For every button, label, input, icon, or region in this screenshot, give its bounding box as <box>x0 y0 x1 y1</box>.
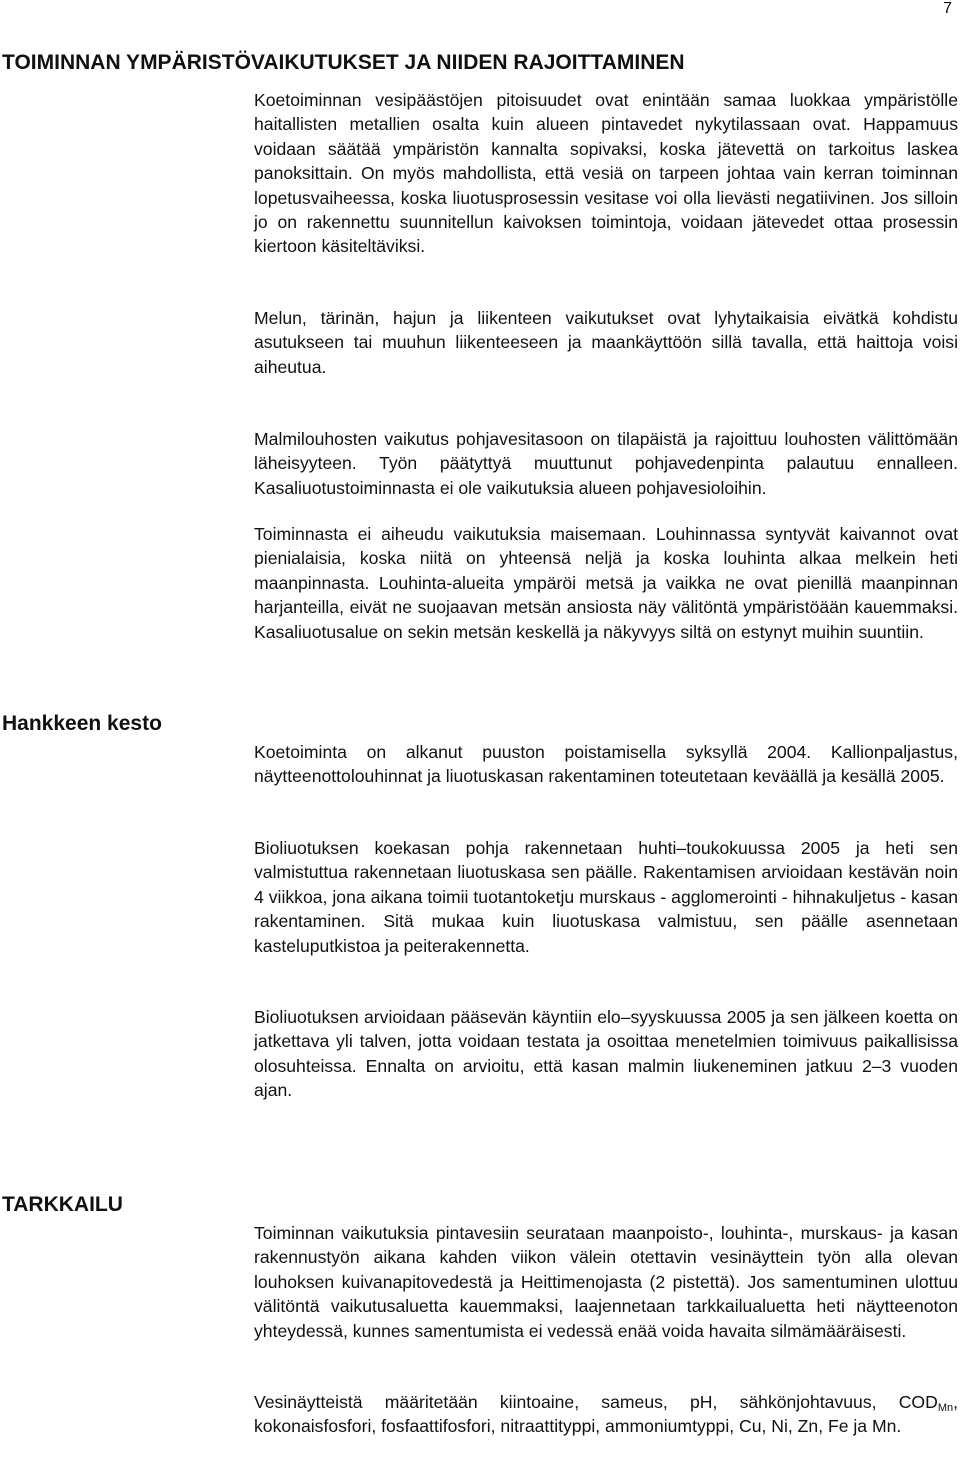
monitoring-paragraph-analyses <box>254 1390 958 1439</box>
impacts-paragraph-landscape: Toiminnasta ei aiheudu vaikutuksia maisemaan. Louhinnassa syntyvät kaivannot ovat pienialaisia, koska niitä on yhteensä neljä ja koska louhinta alkaa melkein heti maanpinnasta. Louhinta-alueita ympäröi metsä ja vaikka ne ovat pienillä maanpinnan harjanteilla, eivät ne suojaavan metsän ansiosta näy välitöntä ympäristöään kauemmaksi. Kasaliuotusalue on sekin metsän keskellä ja näkyvyys siltä on estynyt muihin suuntiin. <box>254 524 958 642</box>
monitoring-paragraph-surface-water: Toiminnan vaikutuksia pintavesiin seurataan maanpoisto-, louhinta-, murskaus- ja kasan rakennustyön aikana kahden viikon välein otettavin vesinäyttein työn alla olevan louhoksen kuivanapitovedestä ja Heittimenojasta (2 pistettä). Jos samentuminen ulottuu välitöntä vaikutusaluetta kauemmaksi, laajennetaan tarkkailualuetta heti näytteenoton yhteydessä, kunnes samentumista ei vedessä enää voida havaita silmämääräisesti. <box>254 1223 958 1341</box>
analyses-text-start: Vesinäytteistä määritetään kiintoaine, sameus, pH, sähkönjohtavuus, COD <box>254 1392 938 1412</box>
impacts-paragraph-groundwater: Malmilouhosten vaikutus pohjavesitasoon on tilapäistä ja rajoittuu louhosten välittömään läheisyyteen. Työn päätyttyä muuttunut pohjavedenpinta palautuu ennalleen. Kasaliuotustoiminnasta ei ole vaikutuksia alueen pohjavesioloihin. <box>254 429 958 498</box>
page-number: 7 <box>943 0 952 17</box>
impacts-paragraph-noise: Melun, tärinän, hajun ja liikenteen vaikutukset ovat lyhytaikaisia eivätkä kohdistu asutukseen tai muuhun liikenteeseen ja maankäyttöön sillä tavalla, että haittoja voisi aiheutua. <box>254 308 958 377</box>
impacts-paragraph-water: Koetoiminnan vesipäästöjen pitoisuudet ovat enintään samaa luokkaa ympäristölle haitallisten metallien osalta kuin alueen pintavedet nykytilassaan ovat. Happamuus voidaan säätää ympäristön kannalta sopivaksi, koska jätevettä on tarkoitus laskea panoksittain. On myös mahdollista, että vesiä on tarpeen johtaa vain kerran toiminnan lopetusvaiheessa, koska liuotusprosessin vesitase voi olla lievästi negatiivinen. Jos silloin jo on rakennettu suunnitellun kaivoksen toimintoja, voidaan jätevedet ottaa prosessin kiertoon käsiteltäviksi. <box>254 90 958 257</box>
duration-paragraph-bioleaching: Bioliuotuksen arvioidaan pääsevän käyntiin elo–syyskuussa 2005 ja sen jälkeen koetta on jatkettava yli talven, jotta voidaan testata ja osoittaa menetelmien toimivuus paikallisissa olosuhteissa. Ennalta on arvioitu, että kasan malmin liukeneminen jatkuu 2–3 vuoden ajan. <box>254 1007 958 1101</box>
section-heading-duration: Hankkeen kesto <box>2 712 162 736</box>
section-heading-impacts: TOIMINNAN YMPÄRISTÖVAIKUTUKSET JA NIIDEN RAJOITTAMINEN <box>2 51 685 75</box>
analyses-text-end: , kokonaisfosfori, fosfaattifosfori, nitraattityppi, ammoniumtyppi, Cu, Ni, Zn, Fe ja Mn. <box>254 1392 958 1437</box>
duration-paragraph-construction: Bioliuotuksen koekasan pohja rakennetaan huhti–toukokuussa 2005 ja heti sen valmistuttua rakennetaan liuotuskasa sen päälle. Rakentamisen arvioidaan kestävän noin 4 viikkoa, jona aikana toimii tuotantoketju murskaus - agglomerointi - hihnakuljetus - kasan rakentaminen. Sitä mukaa kuin liuotuskasa valmistuu, sen päälle asennetaan kasteluputkistoa ja peiterakennetta. <box>254 838 958 956</box>
duration-paragraph-start: Koetoiminta on alkanut puuston poistamisella syksyllä 2004. Kallionpaljastus, näytteenottolouhinnat ja liuotuskasan rakentaminen toteutetaan keväällä ja kesällä 2005. <box>254 742 958 787</box>
section-heading-monitoring: TARKKAILU <box>2 1193 123 1217</box>
cod-subscript: Mn <box>937 1402 954 1414</box>
